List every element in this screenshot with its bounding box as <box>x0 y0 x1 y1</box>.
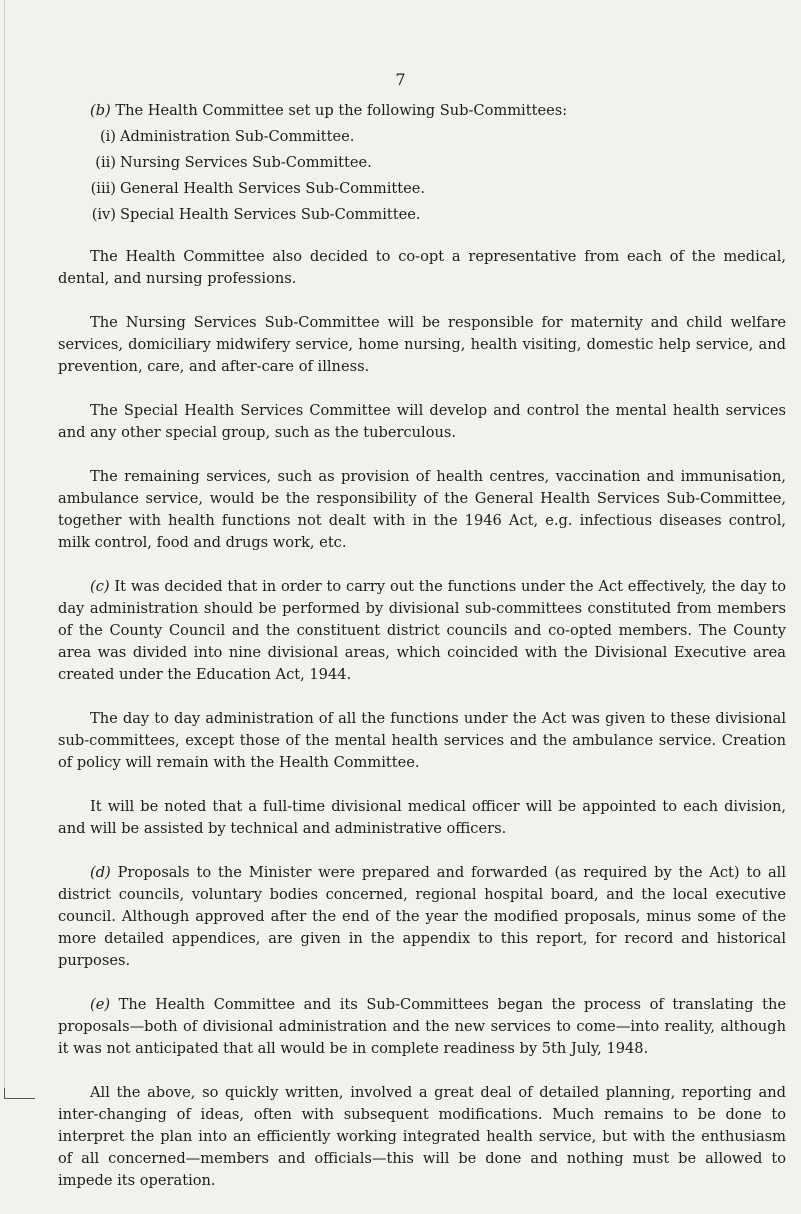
paragraph: The Health Committee also decided to co-opt a representative from each of the medical, dental, and nursing professions. <box>58 248 786 287</box>
section-d-marker: (d) <box>90 864 111 881</box>
section-c-text: It was decided that in order to carry out the functions under the Act effectively, the day to day administration should be performed by divisional sub-committees constituted from members of the County Council and the constituent district councils and co-opted members. The County area was divided into nine divisional areas, which coincided with the Divisional Executive area created under the Education Act, 1944. <box>58 578 787 683</box>
section-e-paragraph <box>58 994 786 1060</box>
list-item-text: Nursing Services Sub-Committee. <box>120 154 372 171</box>
list-item <box>58 126 786 148</box>
page-edge-line <box>4 0 5 1098</box>
section-c-marker: (c) <box>90 578 110 595</box>
section-d-text: Proposals to the Minister were prepared and forwarded (as required by the Act) to all district councils, voluntary bodies concerned, regional hospital board, and the local executive council. Although approved after the end of the year the modified proposals, minus some of the more detailed appendices, are given in the appendix to this report, for record and historical purposes. <box>58 864 787 969</box>
section-c-paragraph <box>58 576 786 686</box>
section-b-intro-text: The Health Committee set up the following Sub-Committees: <box>115 102 568 119</box>
list-item-number: (iii) <box>90 180 116 197</box>
paragraph: The Nursing Services Sub-Committee will be responsible for maternity and child welfare services, domiciliary midwifery service, home nursing, health visiting, domestic help service, and prevention, care, and after-care of illness. <box>58 314 786 375</box>
list-item <box>58 152 786 174</box>
list-item-text: General Health Services Sub-Committee. <box>120 180 426 197</box>
list-item <box>58 178 786 200</box>
section-b-intro <box>58 100 786 122</box>
section-e-marker: (e) <box>90 996 111 1013</box>
list-item-text: Special Health Services Sub-Committee. <box>120 206 421 223</box>
paragraph: The Special Health Services Committee will develop and control the mental health services and any other special group, such as the tuberculous. <box>58 402 786 441</box>
paragraph: It will be noted that a full-time divisional medical officer will be appointed to each division, and will be assisted by technical and administrative officers. <box>58 798 786 837</box>
sub-committee-list <box>58 126 786 226</box>
page-number: 7 <box>395 70 406 89</box>
list-item-number: (ii) <box>95 154 116 171</box>
paragraph: The remaining services, such as provision of health centres, vaccination and immunisation, ambulance service, would be the responsibility of the General Health Services Sub-Committee, together with health functions not dealt with in the 1946 Act, e.g. infectious diseases control, milk control, food and drugs work, etc. <box>58 468 786 551</box>
page-body <box>58 100 786 1214</box>
closing-paragraph: All the above, so quickly written, involved a great deal of detailed planning, reporting and inter-changing of ideas, often with subsequent modifications. Much remains to be done to interpret the plan into an efficiently working integrated health service, but with the enthusiasm of all concerned—members and officials—this will be done and nothing must be allowed to impede its operation. <box>58 1084 786 1189</box>
section-e-text: The Health Committee and its Sub-Committees began the process of translating the proposals—both of divisional administration and the new services to come—into reality, although it was not anticipated that all would be in complete readiness by 5th July, 1948. <box>58 996 786 1057</box>
section-d-paragraph <box>58 862 786 972</box>
list-item-number: (iv) <box>91 206 116 223</box>
paragraph: The day to day administration of all the functions under the Act was given to these divisional sub-committees, except those of the mental health services and the ambulance service. Creation of policy will remain with the Health Committee. <box>58 710 786 771</box>
list-item <box>58 204 786 226</box>
list-item-text: Administration Sub-Committee. <box>120 128 355 145</box>
section-b-marker: (b) <box>90 102 111 119</box>
corner-crop-mark <box>4 1088 35 1099</box>
list-item-number: (i) <box>99 128 116 145</box>
